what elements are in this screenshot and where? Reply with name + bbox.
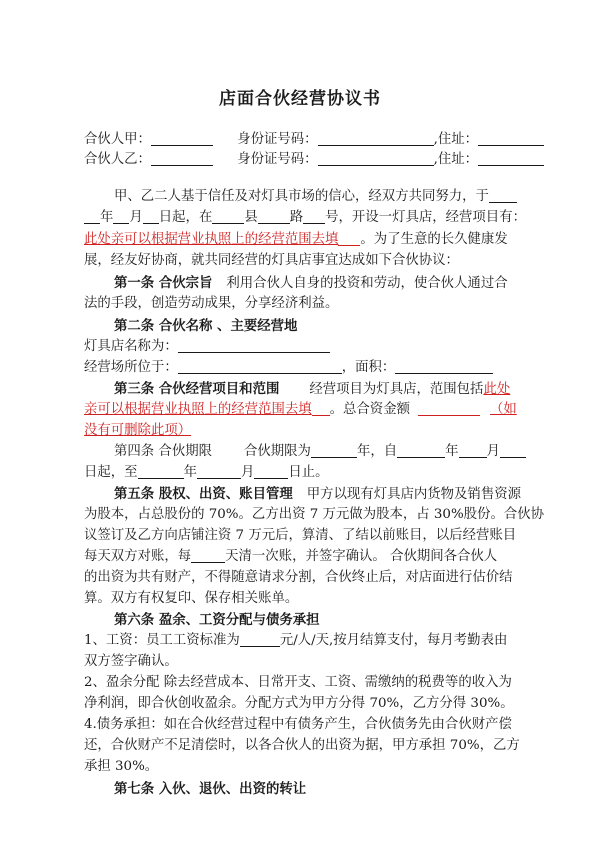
party-b-label: 合伙人乙：: [84, 152, 151, 167]
article-3-line-2: 亲可以根据营业执照上的经营范围去填 。总合资金额 （如: [84, 402, 517, 417]
article-6-heading: 第六条 盈余、工资分配与债务承担: [114, 612, 320, 628]
surplus-line-1: 2、盈余分配 除去经营成本、日常开支、工资、需缴纳的税费等的收入为: [84, 675, 512, 690]
party-b-addr-blank[interactable]: [478, 151, 544, 166]
debt-line-1: 4.债务承担：如在合伙经营过程中有债务产生，合伙债务先由合伙财产偿: [84, 717, 512, 732]
article-4-line-2: 日起，至 年 月 日止。: [84, 465, 329, 480]
article-5-line-1: 第五条 股权、出资、账目管理 甲方以现有灯具店内货物及销售资源: [114, 486, 521, 502]
party-b-addr-label: ,住址：: [433, 152, 478, 167]
article-5-heading: 第五条 股权、出资、账目管理: [114, 486, 293, 502]
wage-line-2: 双方签字确认。: [84, 654, 178, 669]
party-b-id-label: 身份证号码：: [237, 152, 318, 167]
article-1-line-2: 法的手段，创造劳动成果，分享经济利益。: [84, 296, 339, 311]
document-title: 店面合伙经营协议书: [219, 89, 381, 109]
article-5-line-2: 为股本，占总股份的 70%。乙方出资 7 万元做为股本，占 30%股份。合伙协: [84, 507, 545, 522]
reconcile-days-blank[interactable]: [191, 548, 225, 563]
party-b-id-blank[interactable]: [318, 151, 434, 166]
article-3-line-1: 第三条 合伙经营项目和范围 经营项目为灯具店，范围包括此处: [114, 381, 511, 397]
article-4-line-1: 第四条 合伙期限 合伙期限为 年，自 年 月: [114, 442, 526, 462]
party-b-blank[interactable]: [151, 151, 213, 166]
article-5-line-4: 每天双方对账，每 天清一次账，并签字确认。 合伙期间各合伙人: [84, 549, 498, 564]
article-2-heading: 第二条 合伙名称 、主要经营地: [114, 318, 298, 334]
shop-place-line: 经营场所位于： ，面积：: [84, 358, 493, 378]
party-a-blank[interactable]: [151, 131, 213, 146]
debt-line-2: 还，合伙财产不足清偿时，以各合伙人的出资为据，甲方承担 70%，乙方: [84, 738, 520, 753]
party-a-line: [84, 130, 544, 150]
article-7-heading: 第七条 入伙、退伙、出资的转让: [114, 781, 307, 797]
party-a-label: 合伙人甲：: [84, 132, 151, 147]
intro-line-1: 甲、乙二人基于信任及对灯具市场的信心，经双方共同努力，于: [114, 187, 517, 207]
total-capital-blank[interactable]: [418, 401, 480, 416]
article-3-heading: 第三条 合伙经营项目和范围: [114, 381, 280, 397]
start-year-blank[interactable]: [489, 188, 517, 203]
party-a-id-label: 身份证号码：: [237, 132, 318, 147]
shop-area-blank[interactable]: [395, 359, 493, 374]
intro-line-2: 年 月 日起，在 县 路 号，开设一灯具店，经营项目有：: [84, 208, 526, 228]
shop-place-blank[interactable]: [178, 359, 342, 374]
shop-name-blank[interactable]: [178, 338, 330, 353]
wage-blank[interactable]: [240, 632, 280, 647]
party-a-addr-label: ,住址：: [433, 132, 478, 147]
business-scope-hint: 此处亲可以根据营业执照上的经营范围去填: [84, 232, 339, 247]
wage-line-1: 1、工资：员工工资标准为 元/人/天,按月结算支付，每月考勤表由: [84, 633, 508, 648]
article-1-line-1: 第一条 合伙宗旨 利用合伙人自身的投资和劳动，使合伙人通过合: [114, 275, 508, 291]
intro-line-4: 展，经友好协商，就共同经营的灯具店事宜达成如下合伙协议：: [84, 253, 459, 268]
shop-name-line: 灯具店名称为：: [84, 337, 330, 357]
party-b-line: [84, 150, 544, 170]
debt-line-3: 承担 30%。: [84, 759, 159, 774]
article-1-heading: 第一条 合伙宗旨: [114, 275, 213, 291]
article-5-line-3: 议签订及乙方向店铺注资 7 万元后，算清、了结以前账目，以后经营账目: [84, 528, 517, 543]
surplus-line-2: 净利润，即合伙创收盈余。分配方式为甲方分得 70%，乙方分得 30%。: [84, 696, 514, 711]
article-5-line-5: 的出资为共有财产，不得随意请求分割，合伙终止后，对店面进行估价结: [84, 570, 513, 585]
party-a-addr-blank[interactable]: [478, 131, 544, 146]
article-5-line-6: 算。双方有权复印、保存相关账单。: [84, 591, 299, 606]
intro-line-3: 此处亲可以根据营业执照上的经营范围去填 。为了生意的长久健康发: [84, 232, 508, 247]
party-a-id-blank[interactable]: [318, 131, 434, 146]
article-4-heading: 第四条 合伙期限: [114, 444, 212, 459]
article-3-line-3: 没有可删除此项）: [84, 423, 192, 438]
